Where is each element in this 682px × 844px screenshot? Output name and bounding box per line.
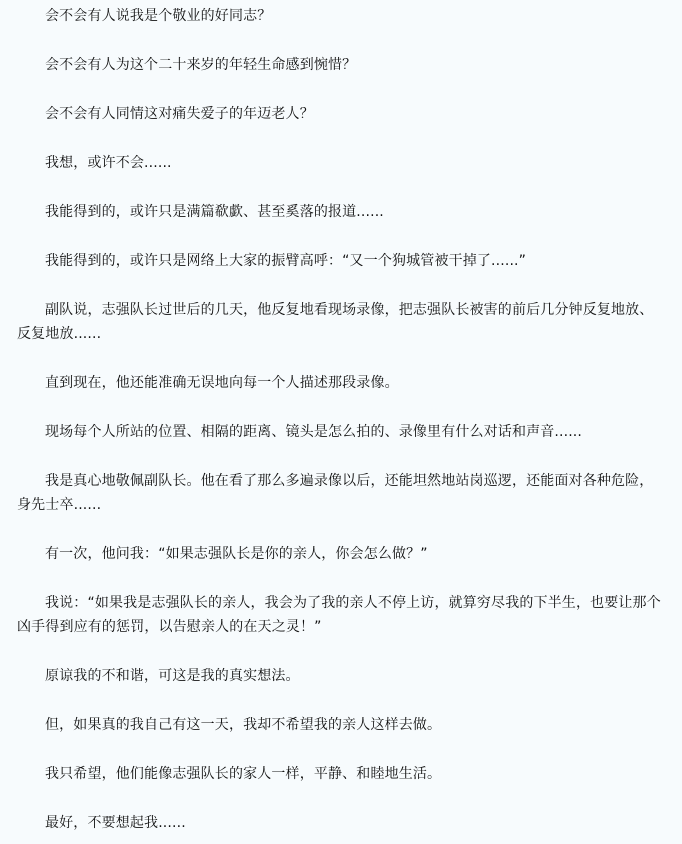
paragraph-1: 会不会有人说我是个敬业的好同志？ [45, 8, 272, 24]
paragraph-10: 我是真心地敬佩副队长。他在看了那么多遍录像以后，还能坦然地站岗巡逻，还能面对各种危险，身先士卒...... [17, 473, 654, 513]
paragraph-16: 最好，不要想起我...... [45, 815, 186, 831]
paragraph-6: 我能得到的，或许只是网络上大家的振臂高呼：“又一个狗城管被干掉了......” [45, 253, 527, 269]
paragraph-9: 现场每个人所站的位置、相隔的距离、镜头是怎么拍的、录像里有什么对话和声音...... [45, 424, 582, 440]
paragraph-2: 会不会有人为这个二十来岁的年轻生命感到惋惜？ [45, 57, 357, 73]
paragraph-5: 我能得到的，或许只是满篇欷歔、甚至奚落的报道...... [45, 204, 384, 220]
paragraph-8: 直到现在，他还能准确无误地向每一个人描述那段录像。 [45, 375, 399, 391]
paragraph-11: 有一次，他问我：“如果志强队长是你的亲人，你会怎么做？” [45, 546, 428, 562]
paragraph-3: 会不会有人同情这对痛失爱子的年迈老人？ [45, 106, 314, 122]
paragraph-14: 但，如果真的我自己有这一天，我却不希望我的亲人这样去做。 [45, 717, 442, 733]
paragraph-13: 原谅我的不和谐，可这是我的真实想法。 [45, 668, 300, 684]
paragraph-12: 我说：“如果我是志强队长的亲人，我会为了我的亲人不停上访，就算穷尽我的下半生，也要让那个凶手得到应有的惩罚，以告慰亲人的在天之灵！” [17, 595, 661, 635]
paragraph-7: 副队说，志强队长过世后的几天，他反复地看现场录像，把志强队长被害的前后几分钟反复地放、反复地放...... [17, 302, 654, 342]
paragraph-4: 我想，或许不会...... [45, 155, 172, 171]
paragraph-15: 我只希望，他们能像志强队长的家人一样，平静、和睦地生活。 [45, 766, 442, 782]
